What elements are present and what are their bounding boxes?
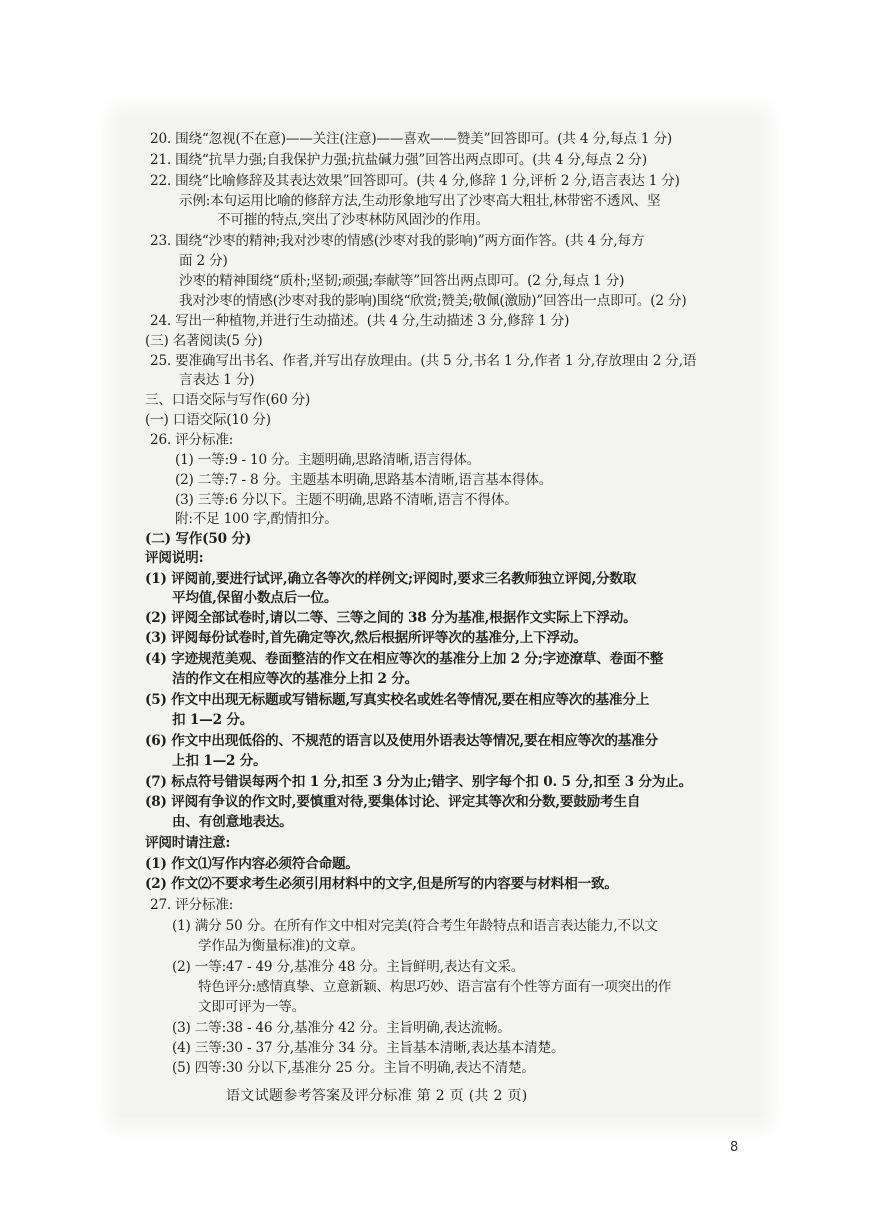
page-number: 8 xyxy=(730,1140,739,1155)
grade-27-special-cont: 文即可评为一等。 xyxy=(198,999,306,1015)
grade-26-3: (3) 三等:6 分以下。主题不明确,思路不清晰,语言不得体。 xyxy=(175,492,518,508)
grade-26-note: 附:不足 100 字,酌情扣分。 xyxy=(175,511,338,527)
page-footer: 语文试题参考答案及评分标准 第 2 页 (共 2 页) xyxy=(226,1088,528,1104)
answer-20: 20. 围绕“忽视(不在意)——关注(注意)——喜欢——赞美”回答即可。(共 4 分,每点 1 分) xyxy=(150,131,672,147)
review-rule-1: (1) 评阅前,要进行试评,确立各等次的样例文;评阅时,要求三名教师独立评阅,分数取 xyxy=(145,571,637,587)
review-rule-7: (7) 标点符号错误每两个扣 1 分,扣至 3 分为止;错字、别字每个扣 0. 5 分,扣至 3 分为止。 xyxy=(145,774,692,790)
review-rule-4: (4) 字迹规范美观、卷面整洁的作文在相应等次的基准分上加 2 分;字迹潦草、卷面不整 xyxy=(145,651,664,667)
grade-27-3: (3) 二等:38 - 46 分,基准分 42 分。主旨明确,表达流畅。 xyxy=(172,1020,511,1036)
review-note-2: (2) 作文⑵不要求考生必须引用材料中的文字,但是所写的内容要与材料相一致。 xyxy=(145,876,618,892)
answer-22-example: 示例:本句运用比喻的修辞方法,生动形象地写出了沙枣高大粗壮,林带密不透风、坚 xyxy=(179,193,661,209)
answer-22-example-cont: 不可摧的特点,突出了沙枣林防风固沙的作用。 xyxy=(217,212,489,228)
section-oral-heading: (一) 口语交际(10 分) xyxy=(145,412,271,428)
review-rule-6: (6) 作文中出现低俗的、不规范的语言以及使用外语表达等情况,要在相应等次的基准分 xyxy=(145,733,658,749)
grade-27-4: (4) 三等:30 - 37 分,基准分 34 分。主旨基本清晰,表达基本清楚。 xyxy=(172,1040,565,1056)
review-rule-6-cont: 上扣 1—2 分。 xyxy=(172,753,267,769)
answer-21: 21. 围绕“抗旱力强;自我保护力强;抗盐碱力强”回答出两点即可。(共 4 分,每点 2 分) xyxy=(150,152,647,168)
review-instructions-heading: 评阅说明: xyxy=(145,550,204,566)
section-writing-heading: (二) 写作(50 分) xyxy=(145,531,252,547)
review-note-1: (1) 作文⑴写作内容必须符合命题。 xyxy=(145,856,359,872)
review-rule-5-cont: 扣 1—2 分。 xyxy=(172,712,254,728)
grade-27-1-cont: 学作品为衡量标准)的文章。 xyxy=(198,938,364,954)
answer-26: 26. 评分标准: xyxy=(150,432,234,448)
answer-23-feeling: 我对沙枣的情感(沙枣对我的影响)围绕“欣赏;赞美;敬佩(激励)”回答出一点即可。(2 分) xyxy=(179,293,687,309)
review-rule-5: (5) 作文中出现无标题或写错标题,写真实校名或姓名等情况,要在相应等次的基准分上 xyxy=(145,692,650,708)
grade-27-2: (2) 一等:47 - 49 分,基准分 48 分。主旨鲜明,表达有文采。 xyxy=(172,959,525,975)
review-rule-3: (3) 评阅每份试卷时,首先确定等次,然后根据所评等次的基准分,上下浮动。 xyxy=(145,630,587,646)
review-rule-8: (8) 评阅有争议的作文时,要慎重对待,要集体讨论、评定其等次和分数,要鼓励考生自 xyxy=(145,794,641,810)
review-rule-4-cont: 洁的作文在相应等次的基准分上扣 2 分。 xyxy=(172,671,419,687)
answer-22: 22. 围绕“比喻修辞及其表达效果”回答即可。(共 4 分,修辞 1 分,评析 2 分,语言表达 1 分) xyxy=(150,173,680,189)
section-3-heading: 三、口语交际与写作(60 分) xyxy=(145,392,311,408)
answer-23-spirit: 沙枣的精神围绕“质朴;坚韧;顽强;奉献等”回答出两点即可。(2 分,每点 1 分) xyxy=(179,273,625,289)
grade-26-1: (1) 一等:9 - 10 分。主题明确,思路清晰,语言得体。 xyxy=(175,452,481,468)
answer-23: 23. 围绕“沙枣的精神;我对沙枣的情感(沙枣对我的影响)”两方面作答。(共 4 分,每方 xyxy=(150,233,645,249)
review-notes-heading: 评阅时请注意: xyxy=(145,835,231,851)
grade-27-1: (1) 满分 50 分。在所有作文中相对完美(符合考生年龄特点和语言表达能力,不以文 xyxy=(172,918,658,934)
review-rule-1-cont: 平均值,保留小数点后一位。 xyxy=(172,590,338,606)
answer-25: 25. 要准确写出书名、作者,并写出存放理由。(共 5 分,书名 1 分,作者 1 分,存放理由 2 分,语 xyxy=(150,353,697,369)
answer-25-cont: 言表达 1 分) xyxy=(179,372,255,388)
answer-24: 24. 写出一种植物,并进行生动描述。(共 4 分,生动描述 3 分,修辞 1 分) xyxy=(150,313,570,329)
grade-27-5: (5) 四等:30 分以下,基准分 25 分。主旨不明确,表达不清楚。 xyxy=(172,1060,535,1076)
answer-23-cont: 面 2 分) xyxy=(179,253,228,269)
answer-27: 27. 评分标准: xyxy=(150,897,234,913)
grade-27-special: 特色评分:感情真挚、立意新颖、构思巧妙、语言富有个性等方面有一项突出的作 xyxy=(198,979,672,995)
section-classics-heading: (三) 名著阅读(5 分) xyxy=(145,333,263,349)
review-rule-8-cont: 由、有创意地表达。 xyxy=(172,814,293,830)
grade-26-2: (2) 二等:7 - 8 分。主题基本明确,思路基本清晰,语言基本得体。 xyxy=(175,472,553,488)
review-rule-2: (2) 评阅全部试卷时,请以二等、三等之间的 38 分为基准,根据作文实际上下浮动。 xyxy=(145,610,637,626)
